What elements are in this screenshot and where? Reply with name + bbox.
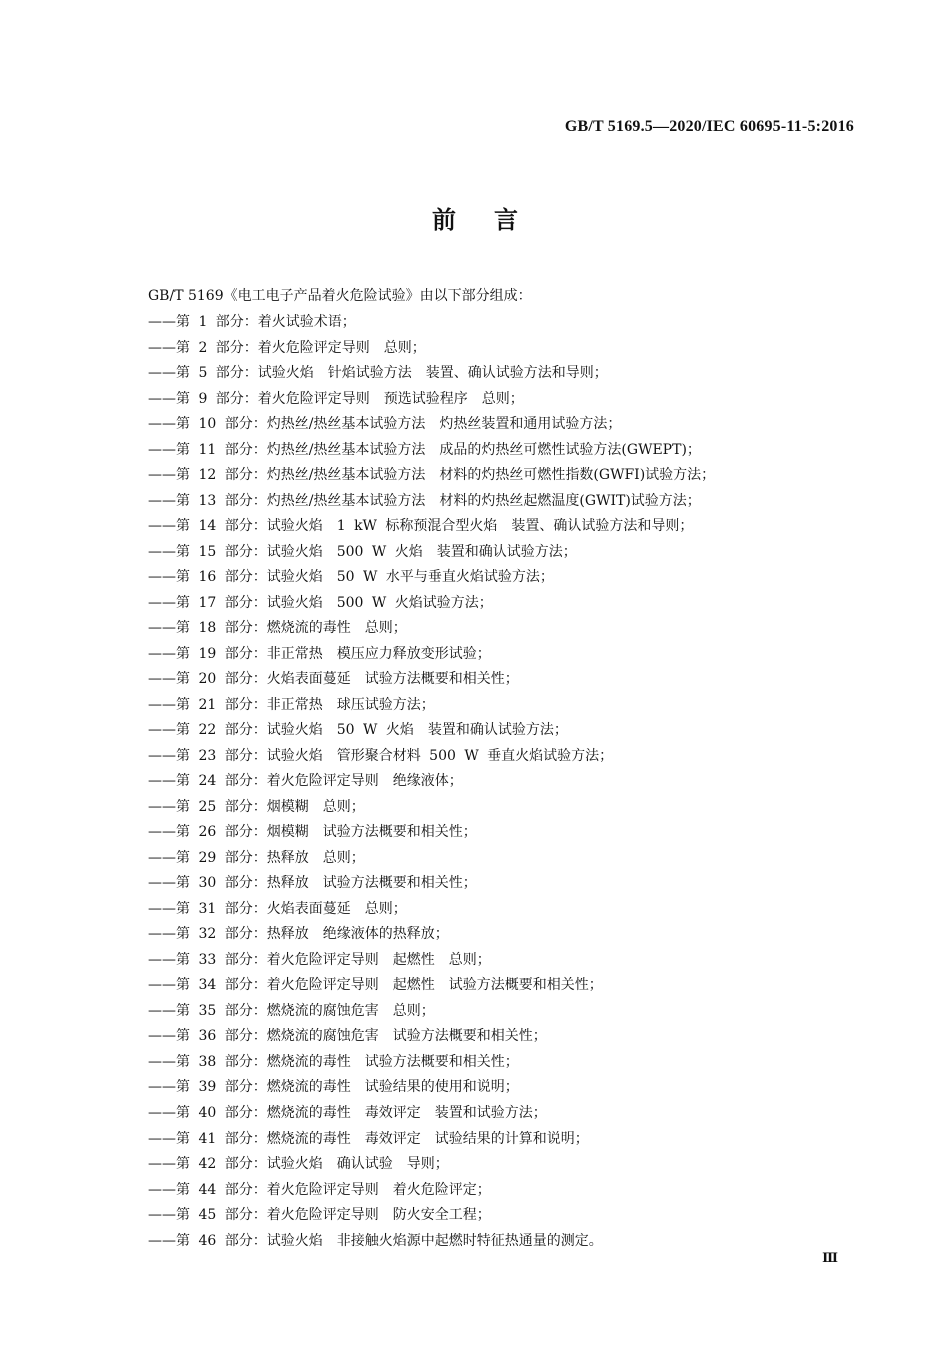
- list-item: ——第 23 部分：试验火焰 管形聚合材料 500 W 垂直火焰试验方法；: [148, 747, 614, 764]
- list-item: ——第 40 部分：燃烧流的毒性 毒效评定 装置和试验方法；: [148, 1104, 547, 1121]
- list-item: ——第 24 部分：着火危险评定导则 绝缘液体；: [148, 773, 463, 790]
- parts-list: [148, 313, 715, 1257]
- list-item: ——第 17 部分：试验火焰 500 W 火焰试验方法；: [148, 594, 493, 611]
- list-item: ——第 42 部分：试验火焰 确认试验 导则；: [148, 1156, 449, 1173]
- list-item: ——第 19 部分：非正常热 模压应力释放变形试验；: [148, 645, 491, 662]
- list-item: ——第 36 部分：燃烧流的腐蚀危害 试验方法概要和相关性；: [148, 1028, 547, 1045]
- list-item: ——第 10 部分：灼热丝/热丝基本试验方法 灼热丝装置和通用试验方法；: [148, 416, 622, 433]
- intro-paragraph: GB/T 5169《电工电子产品着火危险试验》由以下部分组成：: [148, 288, 532, 304]
- list-item: ——第 32 部分：热释放 绝缘液体的热释放；: [148, 926, 449, 943]
- standard-number: GB/T 5169.5—2020/IEC 60695-11-5:2016: [564, 118, 854, 135]
- list-item: ——第 38 部分：燃烧流的毒性 试验方法概要和相关性；: [148, 1053, 519, 1070]
- list-item: ——第 30 部分：热释放 试验方法概要和相关性；: [148, 875, 477, 892]
- list-item: ——第 21 部分：非正常热 球压试验方法；: [148, 696, 435, 713]
- list-item: ——第 34 部分：着火危险评定导则 起燃性 试验方法概要和相关性；: [148, 977, 603, 994]
- list-item: ——第 29 部分：热释放 总则；: [148, 849, 365, 866]
- list-item: ——第 44 部分：着火危险评定导则 着火危险评定；: [148, 1181, 491, 1198]
- list-item: ——第 22 部分：试验火焰 50 W 火焰 装置和确认试验方法；: [148, 722, 568, 739]
- list-item: ——第 5 部分：试验火焰 针焰试验方法 装置、确认试验方法和导则；: [148, 365, 608, 382]
- list-item: ——第 45 部分：着火危险评定导则 防火安全工程；: [148, 1207, 491, 1224]
- list-item: ——第 14 部分：试验火焰 1 kW 标称预混合型火焰 装置、确认试验方法和导则；: [148, 518, 694, 535]
- list-item: ——第 12 部分：灼热丝/热丝基本试验方法 材料的灼热丝可燃性指数(GWFI)试验方法；: [148, 467, 716, 484]
- list-item: ——第 15 部分：试验火焰 500 W 火焰 装置和确认试验方法；: [148, 543, 577, 560]
- list-item: ——第 46 部分：试验火焰 非接触火焰源中起燃时特征热通量的测定。: [148, 1232, 603, 1249]
- list-item: ——第 20 部分：火焰表面蔓延 试验方法概要和相关性；: [148, 671, 519, 688]
- page-title: 前言: [432, 206, 556, 234]
- list-item: ——第 26 部分：烟模糊 试验方法概要和相关性；: [148, 824, 477, 841]
- list-item: ——第 1 部分：着火试验术语；: [148, 314, 356, 330]
- page-number: Ⅲ: [822, 1250, 838, 1265]
- list-item: ——第 33 部分：着火危险评定导则 起燃性 总则；: [148, 951, 491, 968]
- list-item: ——第 9 部分：着火危险评定导则 预选试验程序 总则；: [148, 390, 524, 407]
- list-item: ——第 31 部分：火焰表面蔓延 总则；: [148, 900, 407, 917]
- list-item: ——第 18 部分：燃烧流的毒性 总则；: [148, 620, 407, 637]
- list-item: ——第 25 部分：烟模糊 总则；: [148, 798, 365, 815]
- list-item: ——第 2 部分：着火危险评定导则 总则；: [148, 339, 426, 356]
- list-item: ——第 35 部分：燃烧流的腐蚀危害 总则；: [148, 1002, 435, 1019]
- list-item: ——第 13 部分：灼热丝/热丝基本试验方法 材料的灼热丝起燃温度(GWIT)试验方法；: [148, 492, 701, 509]
- list-item: ——第 39 部分：燃烧流的毒性 试验结果的使用和说明；: [148, 1079, 519, 1096]
- list-item: ——第 11 部分：灼热丝/热丝基本试验方法 成品的灼热丝可燃性试验方法(GWEPT)；: [148, 441, 701, 458]
- list-item: ——第 41 部分：燃烧流的毒性 毒效评定 试验结果的计算和说明；: [148, 1130, 589, 1147]
- list-item: ——第 16 部分：试验火焰 50 W 水平与垂直火焰试验方法；: [148, 569, 554, 586]
